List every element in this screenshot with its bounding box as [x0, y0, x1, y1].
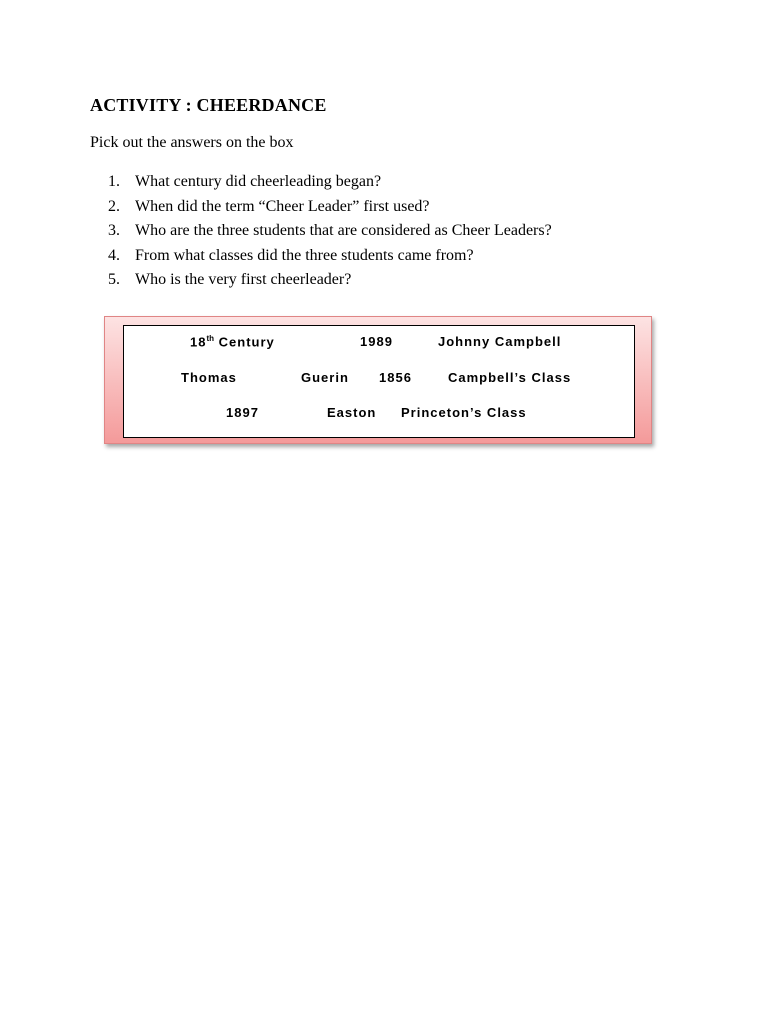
- answer-word: Princeton’s Class: [401, 405, 527, 420]
- question-item: [108, 221, 552, 246]
- question-text: When did the term “Cheer Leader” first used?: [135, 197, 430, 215]
- answer-word: Johnny Campbell: [438, 334, 562, 349]
- question-text: From what classes did the three students came from?: [135, 246, 474, 264]
- question-item: [108, 270, 552, 295]
- answer-box: [123, 325, 635, 438]
- century-word: Century: [218, 334, 275, 350]
- question-number: 5.: [108, 271, 120, 288]
- century-number: 18: [190, 334, 207, 350]
- question-item: [108, 172, 552, 197]
- question-item: [108, 197, 552, 222]
- answer-box-frame: [104, 316, 652, 444]
- answer-word: Thomas: [181, 370, 237, 385]
- instruction-text: Pick out the answers on the box: [90, 134, 294, 151]
- answer-word: 1989: [360, 334, 393, 349]
- question-text: What century did cheerleading began?: [135, 173, 382, 190]
- answer-word-18th-century: [190, 334, 275, 349]
- answer-word: 1897: [226, 405, 259, 420]
- century-suffix: th: [206, 334, 215, 343]
- answer-word: Guerin: [301, 370, 349, 385]
- answer-word: Campbell’s Class: [448, 370, 572, 385]
- question-list: [108, 172, 552, 295]
- answer-word: Easton: [327, 405, 377, 420]
- question-number: 1.: [108, 173, 120, 190]
- question-text: Who is the very first cheerleader?: [135, 271, 352, 288]
- question-item: [108, 246, 552, 271]
- question-number: 3.: [108, 222, 120, 239]
- question-text: Who are the three students that are considered as Cheer Leaders?: [135, 222, 552, 239]
- activity-title: ACTIVITY : CHEERDANCE: [90, 95, 327, 115]
- question-number: 4.: [108, 246, 120, 264]
- question-number: 2.: [108, 197, 120, 215]
- answer-word: 1856: [379, 370, 412, 385]
